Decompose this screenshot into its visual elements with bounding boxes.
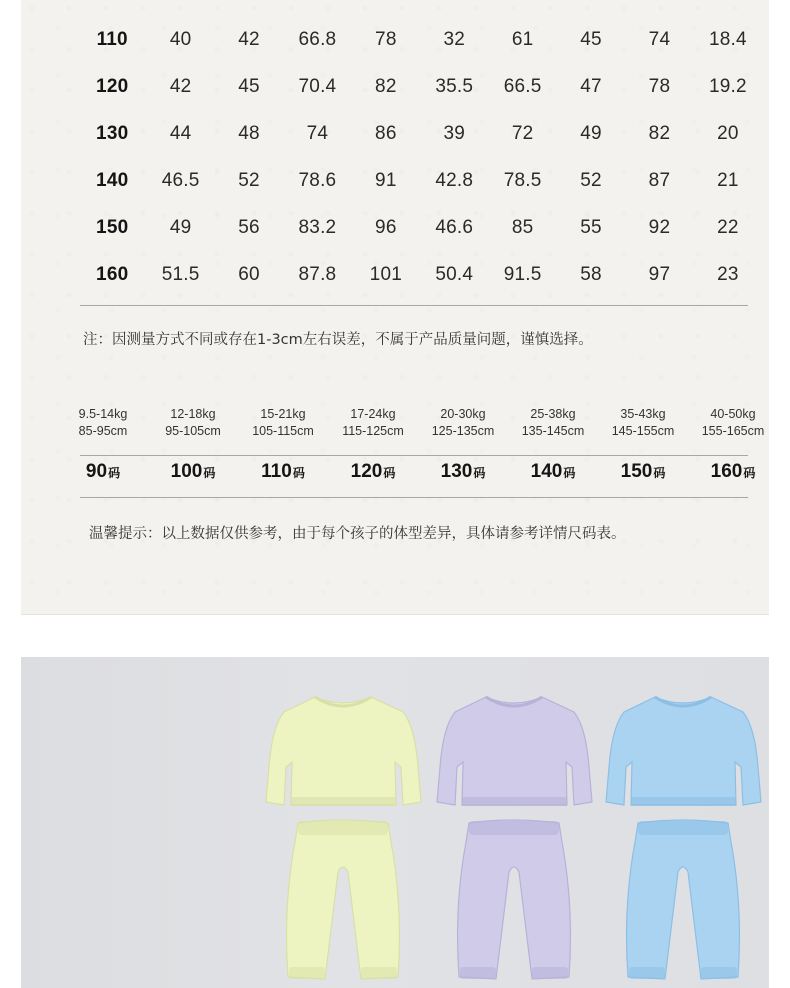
table-row <box>78 16 762 63</box>
table-cell: 78 <box>648 75 671 97</box>
table-row <box>78 63 762 110</box>
table-cell: 46.5 <box>161 169 200 191</box>
table-cell: 87 <box>648 169 671 191</box>
table-cell: 55 <box>580 216 602 238</box>
size-guide-range <box>328 406 418 440</box>
size-code-row <box>58 461 778 483</box>
sweatshirt-body <box>437 697 592 805</box>
size-guide-range <box>508 406 598 440</box>
table-cell: 42.8 <box>435 169 474 191</box>
weight-height-row <box>58 406 778 440</box>
weight-range: 25-38kg <box>530 407 576 421</box>
size-code-unit: 码 <box>108 466 121 480</box>
table-cell: 82 <box>375 75 397 97</box>
height-range: 155-165cm <box>701 424 765 438</box>
size-label-cell: 130 <box>96 122 129 144</box>
weight-range: 35-43kg <box>620 407 666 421</box>
size-code <box>508 461 598 483</box>
height-range: 145-155cm <box>611 424 675 438</box>
table-cell: 97 <box>648 263 671 285</box>
size-code <box>238 461 328 483</box>
table-cell: 86 <box>375 122 397 144</box>
size-label-cell: 140 <box>96 169 129 191</box>
outfit-illustration <box>253 657 433 988</box>
sweatshirt-body <box>606 697 761 805</box>
height-range: 85-95cm <box>78 424 128 438</box>
pants <box>627 820 740 979</box>
size-code-number: 100 <box>170 461 203 482</box>
table-cell: 49 <box>580 122 602 144</box>
product-photo <box>21 657 769 988</box>
size-guide-range <box>238 406 328 440</box>
table-cell: 58 <box>580 263 602 285</box>
size-code <box>58 461 148 483</box>
size-guide-range <box>688 406 778 440</box>
table-row <box>78 110 762 157</box>
size-code-unit: 码 <box>383 466 396 480</box>
size-chart-card <box>21 0 769 615</box>
size-code-number: 90 <box>85 461 108 482</box>
table-cell: 20 <box>717 122 739 144</box>
size-code <box>598 461 688 483</box>
height-range: 105-115cm <box>252 424 314 438</box>
outfit-lavender <box>424 657 604 988</box>
table-cell: 70.4 <box>298 75 337 97</box>
table-cell: 39 <box>443 122 465 144</box>
table-cell: 52 <box>238 169 260 191</box>
table-cell: 83.2 <box>298 216 337 238</box>
table-cell: 78.5 <box>503 169 542 191</box>
sweatshirt-hem <box>631 797 736 806</box>
pants-waistband <box>298 821 388 835</box>
table-cell: 101 <box>369 263 402 285</box>
table-cell: 60 <box>238 263 260 285</box>
height-range: 125-135cm <box>431 424 495 438</box>
pants-cuff-left <box>460 967 496 979</box>
size-code-unit: 码 <box>563 466 576 480</box>
size-code-unit: 码 <box>743 466 756 480</box>
size-code <box>328 461 418 483</box>
table-cell: 42 <box>238 28 260 50</box>
size-code-number: 140 <box>530 461 563 482</box>
weight-range: 17-24kg <box>350 407 396 421</box>
table-cell: 91 <box>375 169 397 191</box>
table-cell: 92 <box>648 216 671 238</box>
table-cell: 23 <box>717 263 739 285</box>
measurement-note: 注：因测量方式不同或存在1-3cm左右误差，不属于产品质量问题，谨慎选择。 <box>83 332 593 348</box>
table-cell: 46.6 <box>435 216 474 238</box>
pants-cuff-right <box>361 967 397 979</box>
table-cell: 66.8 <box>298 28 337 50</box>
table-divider <box>80 305 748 306</box>
table-cell: 87.8 <box>298 263 337 285</box>
weight-range: 12-18kg <box>170 407 216 421</box>
table-cell: 32 <box>443 28 465 50</box>
table-cell: 19.2 <box>708 75 747 97</box>
table-row <box>78 251 762 298</box>
table-cell: 85 <box>511 216 534 238</box>
table-cell: 22 <box>717 216 739 238</box>
size-label-cell: 150 <box>96 216 129 238</box>
outfit-illustration <box>593 657 769 988</box>
size-label-cell: 160 <box>96 263 129 285</box>
size-code-number: 150 <box>620 461 653 482</box>
outfit-blue <box>593 657 769 988</box>
table-cell: 51.5 <box>161 263 200 285</box>
table-cell: 82 <box>648 122 671 144</box>
table-cell: 44 <box>169 122 192 144</box>
table-cell: 56 <box>238 216 260 238</box>
weight-range: 20-30kg <box>440 407 486 421</box>
size-label-cell: 120 <box>96 75 129 97</box>
table-cell: 52 <box>580 169 602 191</box>
pants-cuff-right <box>701 967 737 979</box>
size-code <box>418 461 508 483</box>
table-cell: 21 <box>717 169 739 191</box>
pants-cuff-left <box>629 967 665 979</box>
table-cell: 78.6 <box>298 169 337 191</box>
table-cell: 49 <box>169 216 192 238</box>
table-cell: 47 <box>580 75 602 97</box>
size-code <box>148 461 238 483</box>
size-code-unit: 码 <box>292 466 305 480</box>
pants-cuff-left <box>289 967 325 979</box>
friendly-tip: 温馨提示：以上数据仅供参考，由于每个孩子的体型差异，具体请参考详情尺码表。 <box>89 526 626 542</box>
size-guide-range <box>418 406 508 440</box>
weight-range: 15-21kg <box>260 407 306 421</box>
pants-cuff-right <box>532 967 568 979</box>
weight-range: 9.5-14kg <box>78 407 128 421</box>
height-range: 135-145cm <box>521 424 585 438</box>
table-cell: 61 <box>511 28 534 50</box>
sweatshirt-body <box>266 697 421 805</box>
height-range: 95-105cm <box>165 424 221 438</box>
size-table <box>78 16 762 298</box>
sweatshirt-hem <box>291 797 396 806</box>
height-range: 115-125cm <box>342 424 404 438</box>
table-row <box>78 204 762 251</box>
size-code-unit: 码 <box>653 466 666 480</box>
size-guide-range <box>148 406 238 440</box>
outfit-illustration <box>424 657 604 988</box>
size-code-unit: 码 <box>203 466 216 480</box>
table-cell: 78 <box>375 28 397 50</box>
pants-waistband <box>638 821 728 835</box>
size-label-cell: 110 <box>96 28 128 50</box>
table-cell: 48 <box>238 122 260 144</box>
pants-waistband <box>469 821 559 835</box>
pants <box>287 820 400 979</box>
size-code-number: 110 <box>261 461 292 482</box>
table-cell: 74 <box>648 28 671 50</box>
size-guide-bottom-divider <box>80 497 748 498</box>
table-cell: 96 <box>375 216 397 238</box>
size-guide-range <box>598 406 688 440</box>
table-cell: 74 <box>306 122 329 144</box>
table-cell: 18.4 <box>708 28 747 50</box>
size-code-number: 130 <box>440 461 473 482</box>
table-cell: 40 <box>169 28 192 50</box>
pants <box>458 820 571 979</box>
size-code-number: 160 <box>710 461 743 482</box>
table-cell: 72 <box>511 122 534 144</box>
size-guide-range <box>58 406 148 440</box>
table-cell: 42 <box>169 75 192 97</box>
table-row <box>78 157 762 204</box>
table-cell: 66.5 <box>503 75 542 97</box>
table-cell: 35.5 <box>435 75 474 97</box>
weight-range: 40-50kg <box>710 407 756 421</box>
outfit-yellow <box>253 657 433 988</box>
sweatshirt-hem <box>462 797 567 806</box>
table-cell: 91.5 <box>503 263 542 285</box>
table-cell: 45 <box>238 75 260 97</box>
size-code-unit: 码 <box>473 466 486 480</box>
table-cell: 45 <box>580 28 602 50</box>
size-guide-top-divider <box>80 455 748 456</box>
size-code <box>688 461 778 483</box>
size-code-number: 120 <box>350 461 383 482</box>
table-cell: 50.4 <box>435 263 474 285</box>
